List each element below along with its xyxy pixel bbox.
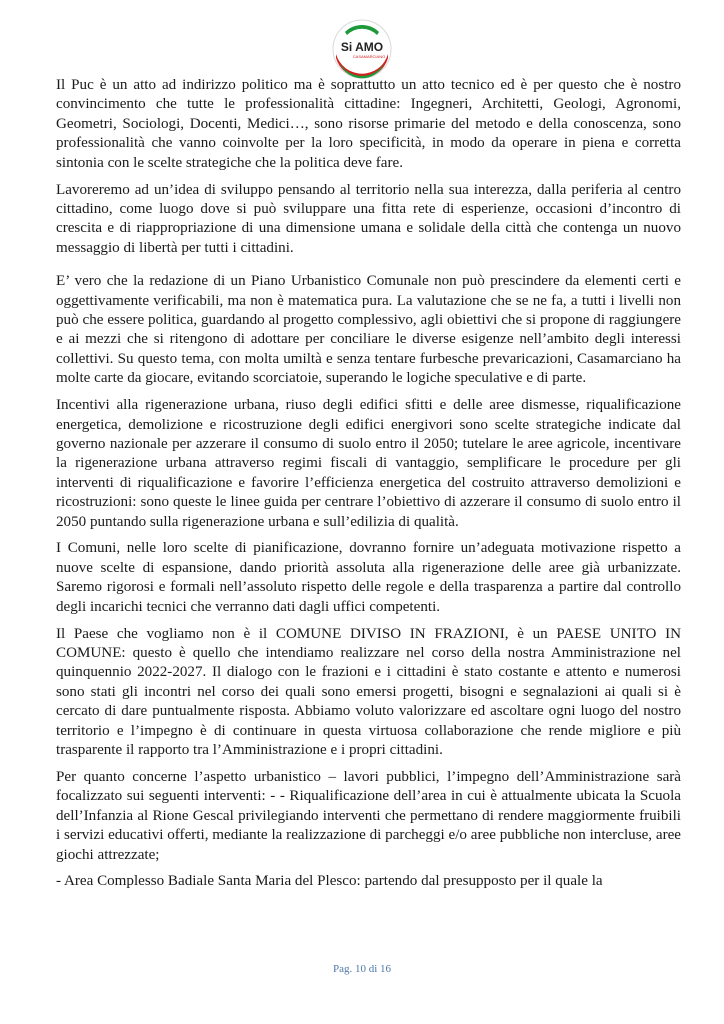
paragraph-lavori-pubblici: Per quanto concerne l’aspetto urbanistico – lavori pubblici, l’impegno dell’Amministrazione sarà focalizzato sui seguenti interventi: - - Riqualificazione dell’area in cui è attualmente ubicata la Scuola dell’Infanzia al Rione Gescal privilegiando interventi che permettano di rendere maggiormente fruibili i servizi educativi offerti, mediante la realizzazione di parcheggi e/o aree pubbliche non intercluse, aree giochi attrezzate; (56, 768, 681, 863)
paragraph-paese-unito: Il Paese che vogliamo non è il COMUNE DIVISO IN FRAZIONI, è un PAESE UNITO IN COMUNE: questo è quello che intendiamo realizzare nel corso della nostra Amministrazione nel quinquennio 2022-2027. Il dialogo con le frazioni e i cittadini è stato costante e attento e numerosi sono stati gli incontri nel corso dei quali sono emersi progetti, bisogni e segnalazioni ai quali si è cercato di dare puntualmente risposta. Abbiamo voluto valorizzare ed ascoltare ogni luogo del nostro territorio e l’impegno è di continuare in questa virtuosa collaborazione che rende migliore e più trasparente il rapporto tra l’Amministrazione e i propri cittadini. (56, 625, 681, 758)
paragraph-complesso-badiale: - Area Complesso Badiale Santa Maria del Plesco: partendo dal presupposto per il quale la (56, 873, 603, 890)
paragraph-rigenerazione: Incentivi alla rigenerazione urbana, riuso degli edifici sfitti e delle aree dismesse, riqualificazione energetica, demolizione e ricostruzione degli edifici energivori sono scelte strategiche indicate dal governo nazionale per azzerare il consumo di suolo entro il 2050; tutelare le aree agricole, incentivare la rigenerazione urbana attraverso regimi fiscali di vantaggio, semplificare le procedure per gli interventi di riqualificazione e favorire l’efficienza energetica del costruito attraverso demolizioni e ricostruzioni: sono queste le linee guida per centrare l’obiettivo di azzerare il consumo di suolo entro il 2050 puntando sulla rigenerazione urbana e sull’edilizia di qualità. (56, 397, 681, 530)
paragraph-sviluppo: Lavoreremo ad un’idea di sviluppo pensando al territorio nella sua interezza, dalla periferia al centro cittadino, come luogo dove si può sviluppare una fitta rete di esperienze, occasioni d’incontro di crescita e di riappropriazione di una dimensione umana e solidale della città che contenga un nuovo messaggio di libertà per tutti i cittadini. (56, 181, 681, 256)
logo-text: Si AMO (340, 40, 384, 54)
paragraph-piano-urbanistico: E’ vero che la redazione di un Piano Urbanistico Comunale non può prescindere da elementi certi e oggettivamente verificabili, ma non è matematica pura. La valutazione che se ne fa, a tutti i livelli non può che essere politica, guardando al progetto complessivo, agli obiettivi che si propone di raggiungere e ai mezzi che si ritengono di adottare per conciliare le diverse esigenze nell’ambito degli interessi collettivi. Su questo tema, con molta umiltà e senza tentare furbesche prevaricazioni, Casamarciano ha molte carte da giocare, evitando scorciatoie, superando le logiche speculative e di parte. (56, 273, 681, 387)
paragraph-puc: Il Puc è un atto ad indirizzo politico ma è soprattutto un atto tecnico ed è per questo che è nostro convincimento che tutte le professionalità cittadine: Ingegneri, Architetti, Geologi, Agronomi, Geometri, Sociologi, Docenti, Medici…, sono risorse primarie del metodo e della conoscenza, sono professionalità che vanno coinvolte per la loro specificità, in modo da operare in piena e corretta sintonia con le scelte strategiche che la politica deve fare. (56, 77, 681, 171)
document-body (56, 76, 681, 899)
logo-subtext: CASAMARCIANO (352, 54, 386, 59)
logo (331, 18, 393, 80)
paragraph-comuni: I Comuni, nelle loro scelte di pianificazione, dovranno fornire un’adeguata motivazione rispetto a nuove scelte di espansione, dando priorità assoluta alla rigenerazione delle aree già urbanizzate. Saremo rigorosi e formali nell’assoluto rispetto delle regole e della trasparenza a partire dal controllo degli incarichi tecnici che verranno dati dagli uffici competenti. (56, 540, 681, 615)
page-number: Pag. 10 di 16 (332, 963, 392, 975)
